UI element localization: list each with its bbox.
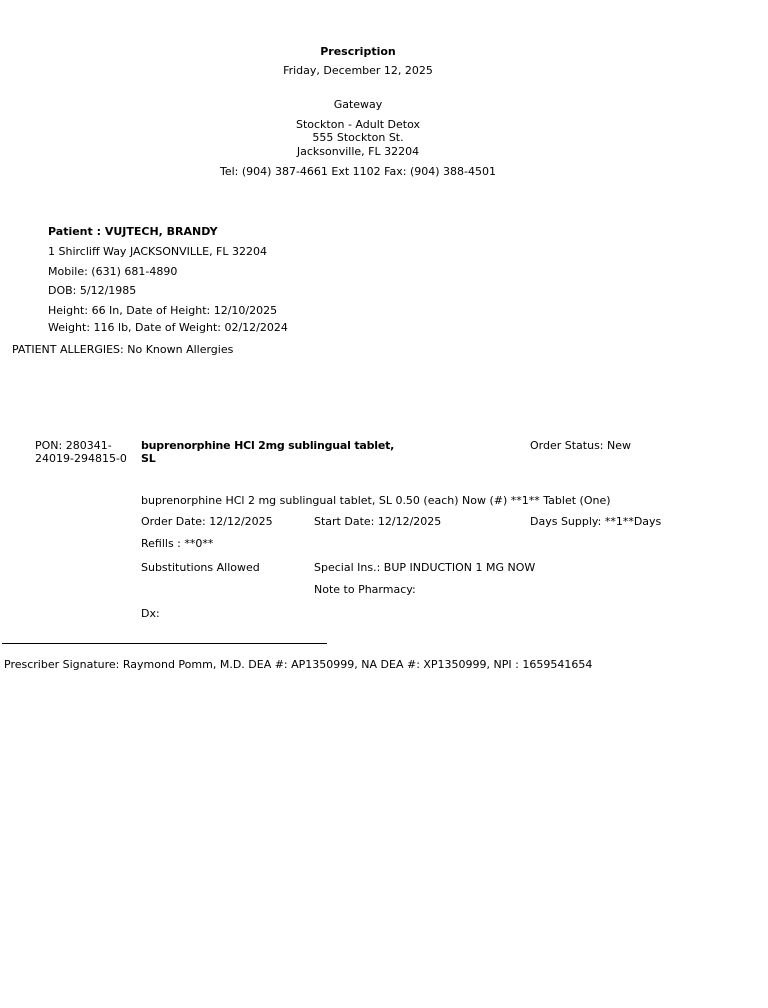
days-supply: Days Supply: **1**Days (530, 515, 662, 528)
patient-dob: DOB: 5/12/1985 (48, 284, 137, 297)
special-instructions: Special Ins.: BUP INDUCTION 1 MG NOW (314, 561, 536, 574)
patient-address: 1 Shircliff Way JACKSONVILLE, FL 32204 (48, 245, 268, 258)
organization-name: Gateway (333, 98, 383, 111)
order-status: Order Status: New (530, 439, 632, 452)
patient-weight: Weight: 116 lb, Date of Weight: 02/12/2024 (48, 321, 288, 334)
patient-height: Height: 66 In, Date of Height: 12/10/2025 (48, 304, 278, 317)
patient-mobile: Mobile: (631) 681-4890 (48, 265, 178, 278)
signature-line (2, 643, 327, 644)
facility-contact: Tel: (904) 387-4661 Ext 1102 Fax: (904) 388-4501 (220, 165, 496, 178)
document-title: Prescription (320, 45, 396, 58)
pon-number-line2: 24019-294815-0 (35, 452, 127, 465)
pharmacy-note: Note to Pharmacy: (314, 583, 416, 596)
drug-name-line1: buprenorphine HCl 2mg sublingual tablet, (141, 439, 395, 452)
refills: Refills : **0** (141, 537, 214, 550)
drug-sig: buprenorphine HCl 2 mg sublingual tablet, SL 0.50 (each) Now (#) **1** Tablet (One) (141, 494, 611, 507)
diagnosis: Dx: (141, 607, 160, 620)
substitutions: Substitutions Allowed (141, 561, 260, 574)
patient-name: Patient : VUJTECH, BRANDY (48, 225, 218, 238)
order-date: Order Date: 12/12/2025 (141, 515, 273, 528)
document-date: Friday, December 12, 2025 (283, 64, 433, 77)
facility-city: Jacksonville, FL 32204 (296, 145, 420, 158)
start-date: Start Date: 12/12/2025 (314, 515, 442, 528)
facility-street: 555 Stockton St. (312, 131, 404, 144)
prescriber-signature: Prescriber Signature: Raymond Pomm, M.D. DEA #: AP1350999, NA DEA #: XP1350999, NPI : 1659541654 (4, 658, 593, 671)
patient-allergies: PATIENT ALLERGIES: No Known Allergies (12, 343, 234, 356)
pon-number-line1: PON: 280341- (35, 439, 112, 452)
drug-name-line2: SL (141, 452, 156, 465)
facility-name: Stockton - Adult Detox (295, 118, 421, 131)
